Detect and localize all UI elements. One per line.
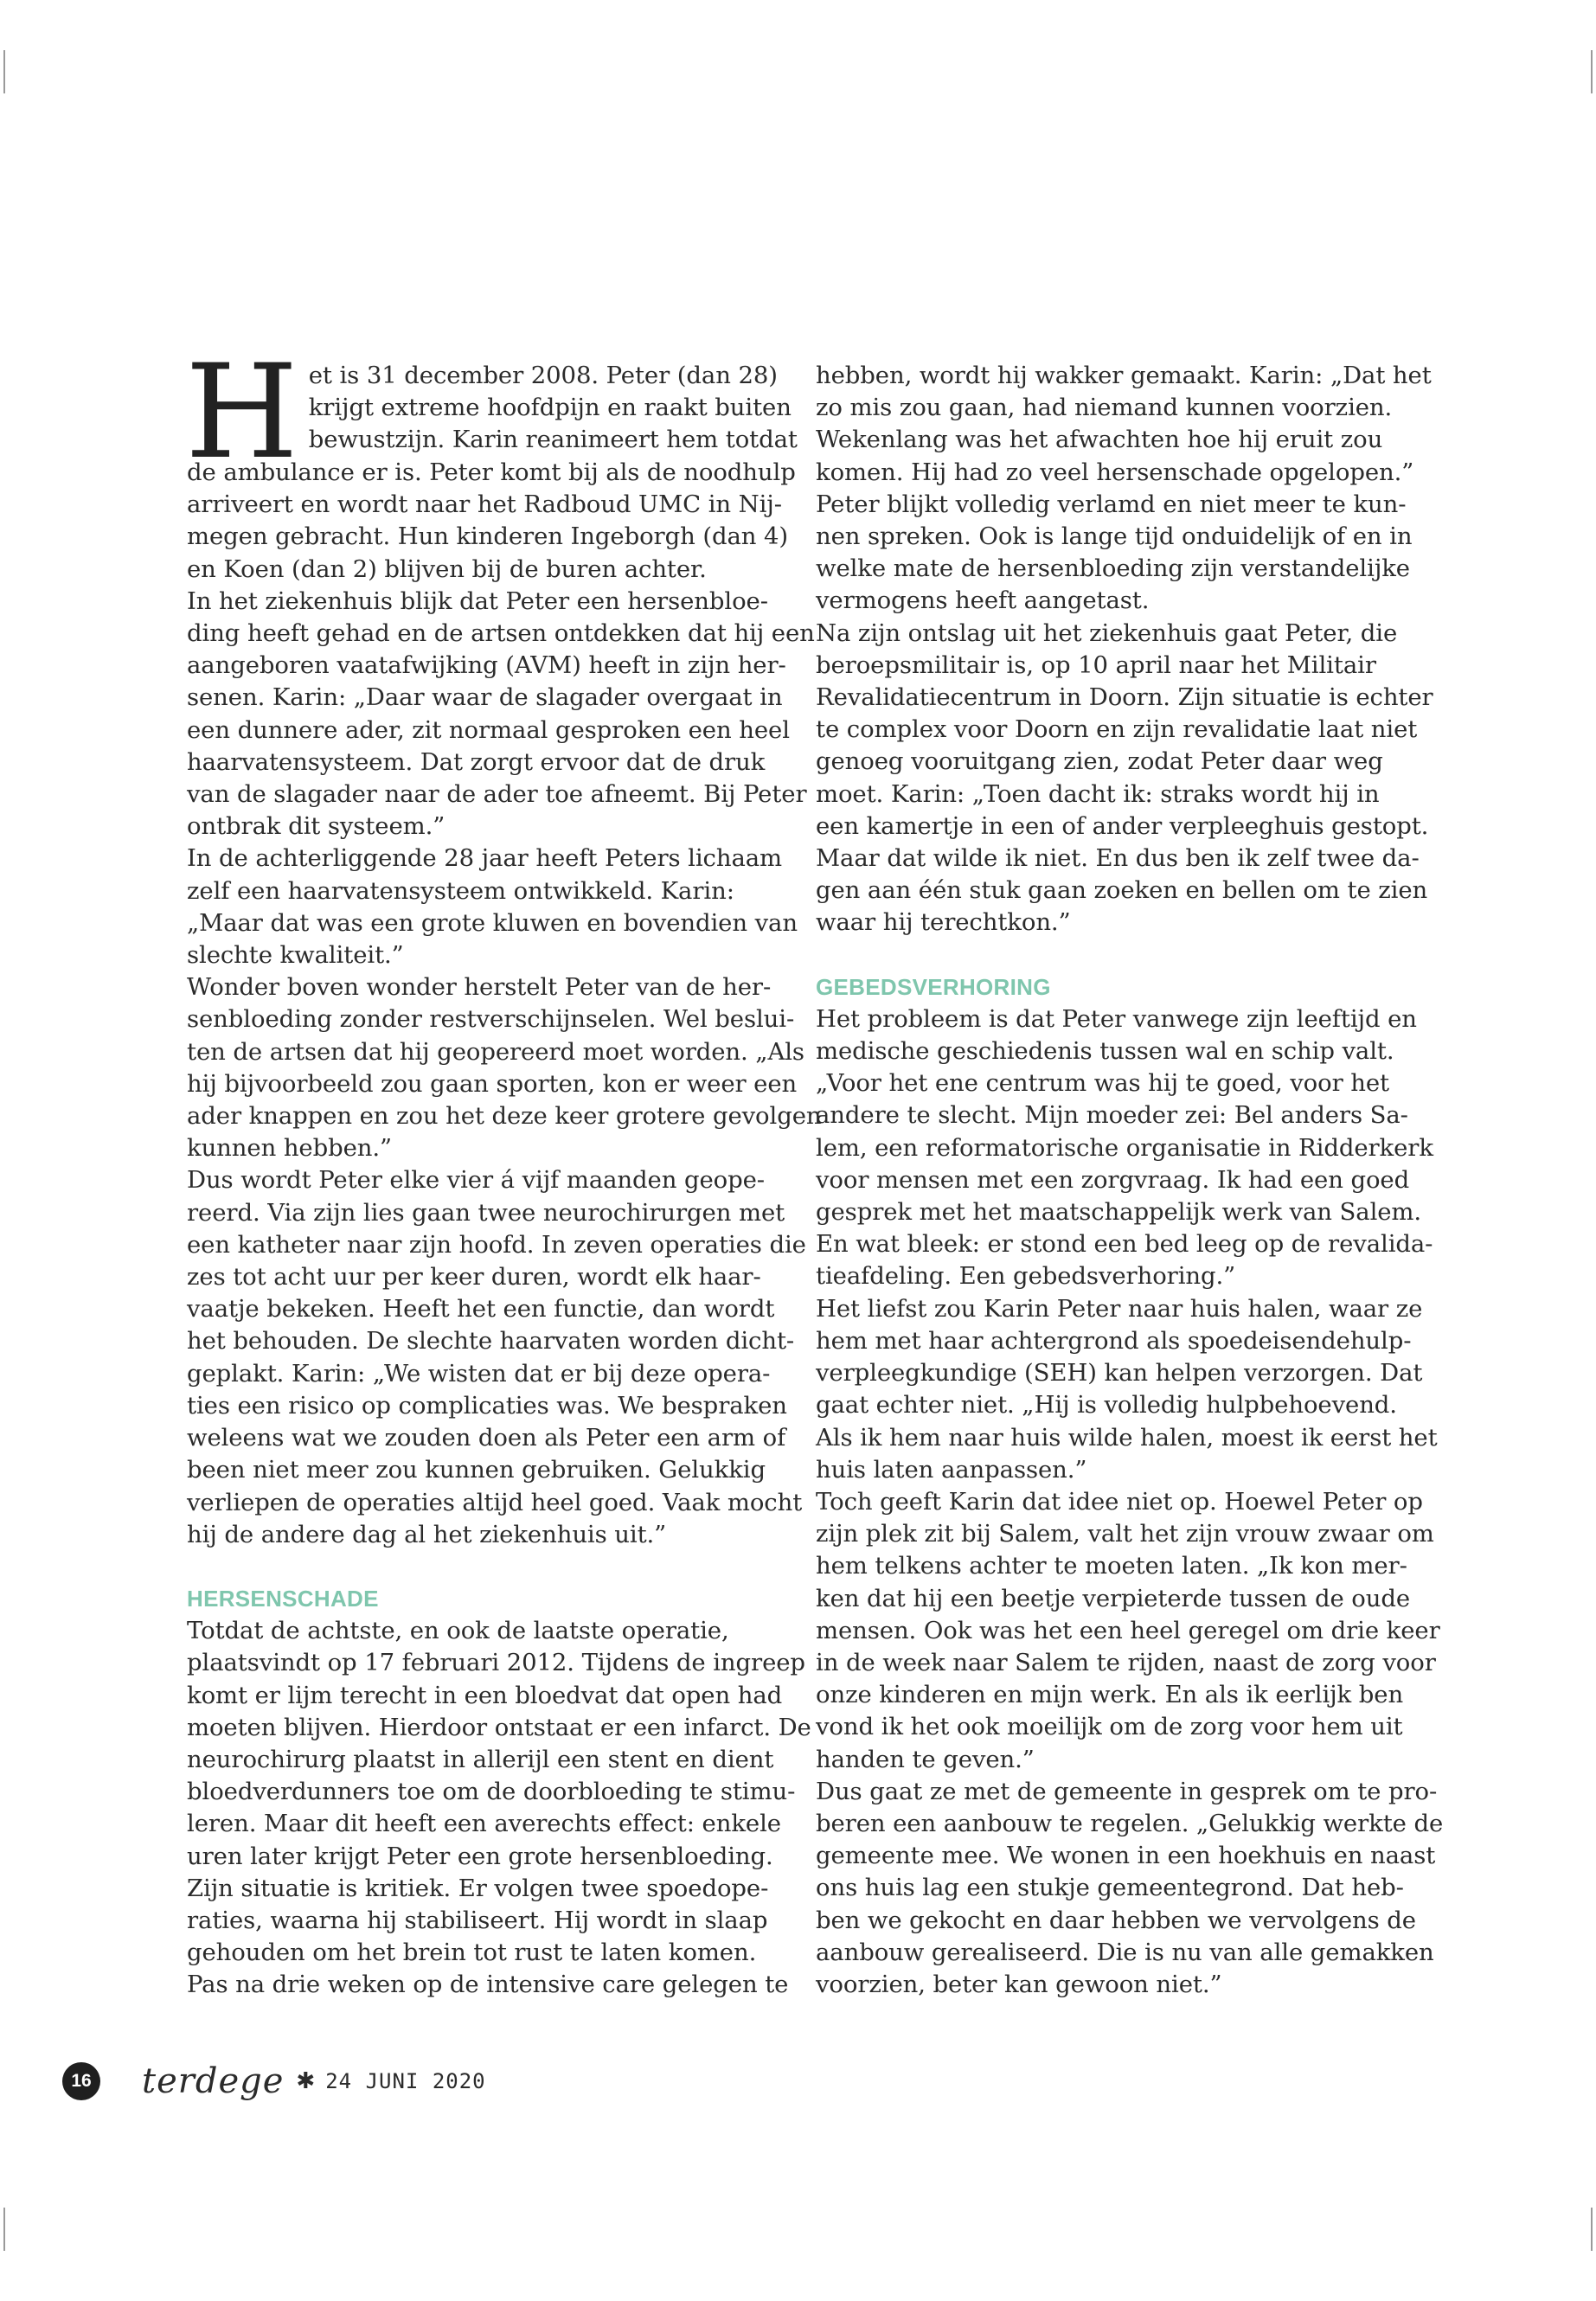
text-line: hij bijvoorbeeld zou gaan sporten, kon er weer een [187,1069,798,1098]
text-line: mensen. Ook was het een heel geregel om drie keer [816,1616,1440,1644]
text-line: megen gebracht. Hun kinderen Ingeborgh (dan 4) [187,522,789,551]
text-line: voorzien, beter kan gewoon niet.” [816,1970,1222,1998]
text-line: zijn plek zit bij Salem, valt het zijn vrouw zwaar om [816,1520,1434,1548]
text-line: ader knappen en zou het deze keer grotere gevolgen [187,1102,822,1131]
text-line: In het ziekenhuis blijk dat Peter een hersenbloe- [187,586,768,615]
text-line: Revalidatiecentrum in Doorn. Zijn situatie is echter [816,683,1433,712]
paragraph [816,1293,1438,1486]
issue-date: 24 JUNI 2020 [325,2069,486,2093]
text-line: waar hij terechtkon.” [816,908,1071,937]
text-line: senen. Karin: „Daar waar de slagader overgaat in [187,683,783,712]
text-line: een katheter naar zijn hoofd. In zeven operaties die [187,1230,806,1259]
text-line: ding heeft gehad en de artsen ontdekken dat hij een [187,619,815,648]
text-line: handen te geven.” [816,1745,1035,1773]
left-paragraphs [187,457,822,1551]
text-line: te complex voor Doorn en zijn revalidatie laat niet [816,715,1418,744]
text-line: van de slagader naar de ader toe afneemt. Bij Peter [187,780,807,809]
text-line: genoeg vooruitgang zien, zodat Peter daar weg [816,747,1383,776]
text-line: gesprek met het maatschappelijk werk van Salem. [816,1198,1422,1227]
text-line: een kamertje in een of ander verpleeghuis gestopt. [816,811,1429,840]
text-line: medische geschiedenis tussen wal en schip valt. [816,1037,1394,1066]
text-line: arriveert en wordt naar het Radboud UMC in Nij- [187,490,782,519]
paragraph [816,1776,1444,2001]
text-line: en Koen (dan 2) blijven bij de buren achter. [187,554,707,583]
text-line: Zijn situatie is kritiek. Er volgen twee spoedope- [187,1874,769,1902]
text-line: gen aan één stuk gaan zoeken en bellen om te zien [816,876,1428,905]
text-line: voor mensen met een zorgvraag. Ik had een goed [816,1165,1410,1194]
text-line: En wat bleek: er stond een bed leeg op de revalida- [816,1230,1433,1259]
text-line: Dus wordt Peter elke vier á vijf maanden geope- [187,1166,765,1195]
text-line: krijgt extreme hoofdpijn en raakt buiten [308,394,792,422]
text-line: lem, een reformatorische organisatie in Ridderkerk [816,1133,1433,1162]
text-line: verliepen de operaties altijd heel goed. Vaak mocht [187,1488,803,1516]
text-line: Het liefst zou Karin Peter naar huis halen, waar ze [816,1294,1423,1323]
crop-mark-bottom-left [3,2208,5,2251]
text-line: beren een aanbouw te regelen. „Gelukkig werkte de [816,1809,1444,1837]
paragraph [816,360,1432,618]
text-line: ontbrak dit systeem.” [187,812,445,841]
text-line: Wekenlang was het afwachten hoe hij eruit zou [816,426,1383,454]
text-line: gehouden om het brein tot rust te laten komen. [187,1939,757,1967]
paragraph [187,1164,806,1550]
article-column-right [816,360,1444,2001]
text-line: been niet meer zou kunnen gebruiken. Gelukkig [187,1456,766,1484]
crop-mark-top-left [3,50,5,93]
text-line: aanbouw gerealiseerd. Die is nu van alle gemakken [816,1938,1434,1966]
paragraph [816,1003,1433,1293]
text-line: Pas na drie weken op de intensive care gelegen te [187,1971,789,1999]
text-line: slechte kwaliteit.” [187,941,404,970]
text-line: hebben, wordt hij wakker gemaakt. Karin: „Dat het [816,362,1432,389]
drop-cap: H [185,337,298,488]
text-line: kunnen hebben.” [187,1134,393,1163]
text-line: onze kinderen en mijn werk. En als ik eerlijk ben [816,1681,1404,1709]
text-line: de ambulance er is. Peter komt bij als de noodhulp [187,458,796,486]
subhead-hersenschade: HERSENSCHADE [187,1585,379,1612]
text-line: hij de andere dag al het ziekenhuis uit.” [187,1520,667,1548]
text-line: reerd. Via zijn lies gaan twee neurochirurgen met [187,1198,785,1227]
page-number-badge: 16 [62,2062,100,2100]
article-column-left [185,337,822,2002]
right-paragraphs [816,360,1433,939]
text-line: plaatsvindt op 17 februari 2012. Tijdens de ingreep [187,1649,805,1677]
paragraph [187,971,822,1164]
text-line: zo mis zou gaan, had niemand kunnen voorzien. [816,394,1393,422]
text-line: raties, waarna hij stabiliseert. Hij wordt in slaap [187,1906,768,1934]
text-line: In de achterliggende 28 jaar heeft Peters lichaam [187,844,783,873]
text-line: verpleegkundige (SEH) kan helpen verzorgen. Dat [816,1359,1423,1388]
subhead-gebedsverhoring: GEBEDSVERHORING [816,973,1051,1000]
text-line: Het probleem is dat Peter vanwege zijn leeftijd en [816,1004,1417,1033]
text-line: weleens wat we zouden doen als Peter een arm of [187,1424,786,1452]
star-separator-icon: ✱ [296,2068,316,2094]
text-line: bloedverdunners toe om de doorbloeding te stimu- [187,1778,796,1806]
text-line: hem met haar achtergrond als spoedeisendehulp- [816,1326,1412,1355]
text-line: zelf een haarvatensysteem ontwikkeld. Karin: [187,876,734,905]
text-line: moeten blijven. Hierdoor ontstaat er een infarct. De [187,1713,811,1741]
text-line: tieafdeling. Een gebedsverhoring.” [816,1262,1236,1291]
text-line: in de week naar Salem te rijden, naast de zorg voor [816,1648,1436,1676]
magazine-logo: terdege [142,2061,285,2101]
text-line: geplakt. Karin: „We wisten dat er bij deze opera- [187,1359,771,1388]
text-line: leren. Maar dit heeft een averechts effect: enkele [187,1810,781,1838]
text-line: Peter blijkt volledig verlamd en niet meer te kun- [816,490,1407,518]
text-line: hem telkens achter te moeten laten. „Ik kon mer- [816,1552,1407,1580]
text-line: Wonder boven wonder herstelt Peter van de her- [187,973,772,1002]
text-line: komt er lijm terecht in een bloedvat dat open had [187,1681,783,1709]
text-line: vermogens heeft aangetast. [816,586,1150,615]
text-line: Toch geeft Karin dat idee niet op. Hoewel Peter op [816,1487,1423,1516]
text-line: ons huis lag een stukje gemeentegrond. Dat heb- [816,1874,1404,1902]
text-line: het behouden. De slechte haarvaten worden dicht- [187,1327,795,1356]
text-line: beroepsmilitair is, op 10 april naar het Militair [816,651,1376,679]
paragraph [187,586,815,843]
text-line: welke mate de hersenbloeding zijn verstandelijke [816,554,1410,583]
paragraph [187,1615,811,2001]
text-line: vaatje bekeken. Heeft het een functie, dan wordt [187,1295,775,1324]
text-line: Maar dat wilde ik niet. En dus ben ik zelf twee da- [816,844,1420,873]
text-line: uren later krijgt Peter een grote hersenbloeding. [187,1842,773,1870]
text-line: aangeboren vaatafwijking (AVM) heeft in zijn her- [187,651,786,680]
crop-mark-top-right [1591,50,1593,93]
text-line: zes tot acht uur per keer duren, wordt elk haar- [187,1263,761,1292]
text-line: „Voor het ene centrum was hij te goed, voor het [816,1069,1389,1098]
text-line: ten de artsen dat hij geopereerd moet worden. „Als [187,1037,804,1066]
text-line: gemeente mee. We wonen in een hoekhuis en naast [816,1842,1436,1870]
text-line: komen. Hij had zo veel hersenschade opgelopen.” [816,458,1414,486]
text-line: haarvatensysteem. Dat zorgt ervoor dat de druk [187,747,766,776]
text-line: een dunnere ader, zit normaal gesproken een heel [187,715,790,744]
crop-mark-bottom-right [1591,2208,1593,2251]
text-line: ken dat hij een beetje verpieterde tussen de oude [816,1584,1411,1612]
text-line: neurochirurg plaatst in allerijl een stent en dient [187,1745,774,1773]
text-line: andere te slecht. Mijn moeder zei: Bel anders Sa- [816,1101,1408,1130]
text-line: Dus gaat ze met de gemeente in gesprek om te pro- [816,1777,1438,1805]
text-line: senbloeding zonder restverschijnselen. Wel beslui- [187,1005,795,1034]
text-line: bewustzijn. Karin reanimeert hem totdat [308,426,798,454]
paragraph [187,843,798,971]
text-line: Na zijn ontslag uit het ziekenhuis gaat Peter, die [816,619,1398,647]
text-line: moet. Karin: „Toen dacht ik: straks wordt hij in [816,779,1380,808]
right-paragraphs-after-subhead [816,1003,1444,2001]
text-line: vond ik het ook moeilijk om de zorg voor hem uit [816,1713,1403,1741]
paragraph [816,618,1433,939]
text-line: gaat echter niet. „Hij is volledig hulpbehoevend. [816,1391,1397,1420]
text-line: Als ik hem naar huis wilde halen, moest ik eerst het [816,1423,1438,1452]
text-line: ties een risico op complicaties was. We bespraken [187,1391,787,1420]
paragraph [816,1486,1440,1776]
text-line: huis laten aanpassen.” [816,1455,1087,1484]
text-line: Totdat de achtste, en ook de laatste operatie, [187,1617,729,1645]
text-line: nen spreken. Ook is lange tijd onduidelijk of en in [816,522,1413,551]
text-line: „Maar dat was een grote kluwen en bovendien van [187,908,798,937]
page-footer [62,2059,486,2104]
text-line: ben we gekocht en daar hebben we vervolgens de [816,1906,1416,1934]
text-line: et is 31 december 2008. Peter (dan 28) [308,362,778,389]
